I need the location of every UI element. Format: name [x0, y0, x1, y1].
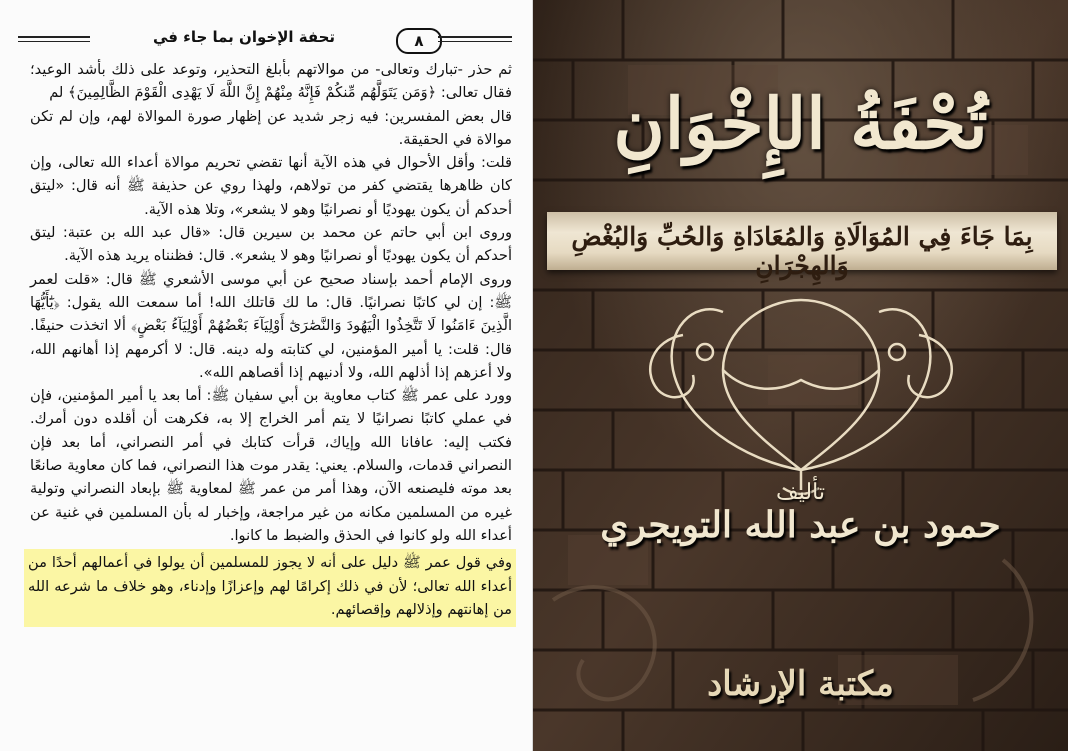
running-title: تحفة الإخوان بما جاء في	[152, 28, 336, 46]
header-rule-left	[18, 36, 90, 42]
page-body	[30, 58, 512, 627]
paragraph-6: وورد على عمر ﷺ كتاب معاوية بن أبي سفيان ﷺ: أما بعد يا أمير المؤمنين، فإن في عملي كاتبًا نصرانيًا لا يتم أمر الخراج إلا به، فكرهت أن أقلده دون أمرك. فكتب إليه: عافانا الله وإياك، قرأت كتابك في أمر النصراني، أما بعد فإن النصراني قدمات، والسلام. يعني: يقدر موت هذا النصراني، فما كان معاوية صانعًا بعد موته فليصنعه الآن، وهذا أمر من عمر ﷺ لمعاوية ﷺ بإبعاد النصراني وتولية غيره من المسلمين مكانه من غير مراجعة، وإخبار له بأن المسلمين في غنية عن أعداء الله ولو كانوا في الحذق والضبط ما كانوا.	[30, 387, 512, 544]
cover-title: تُحْفَةُ الإِخْوَانِ	[613, 82, 988, 165]
header-rule-right	[438, 36, 512, 42]
paragraph-1: ثم حذر -تبارك وتعالى- من موالاتهم بأبلغ التحذير، وتوعد على ذلك بأشد الوعيد؛ فقال تعالى: ﴿وَمَن يَتَوَلَّهُم مِّنكُمْ فَإِنَّهُ مِنْهُمْ إِنَّ اللَّهَ لَا يَهْدِى الْقَوْمَ الظَّالِمِينَ﴾ لم	[30, 61, 512, 102]
paragraph-4: وروى ابن أبي حاتم عن محمد بن سيرين قال: «قال عبد الله بن عتبة: ليتق أحدكم أن يكون يهوديًا أو نصرانيًا وهو لا يشعر». قال: فظنناه يريد هذه الآية.	[30, 224, 512, 265]
highlighted-paragraph: وفي قول عمر ﷺ دليل على أنه لا يجوز للمسلمين أن يولوا في أعمالهم أحدًا من أعداء الله تعالى؛ لأن في ذلك إكرامًا لهم وإعزازًا وإدناء، وهو خلاف ما شرعه الله من إهانتهم وإذلالهم وإقصائهم.	[24, 549, 516, 627]
paragraph-5: وروى الإمام أحمد بإسناد صحيح عن أبي موسى الأشعري ﷺ قال: «قلت لعمر ﷺ: إن لي كاتبًا نصرانيًا. قال: ما لك قاتلك الله! أما سمعت الله يقول: ﴿يَٰٓأَيُّهَا الَّذِينَ ءَامَنُوا لَا تَتَّخِذُوا الْيَهُودَ وَالنَّصَٰرَىٰٓ أَوْلِيَآءَ بَعْضُهُمْ أَوْلِيَآءُ بَعْضٍ﴾ ألا اتخذت حنيفًا. قال: قلت: يا أمير المؤمنين، لي كتابته وله دينه. قال: لا أكرمهم إذا أهانهم الله، ولا أعزهم إذا أذلهم الله، ولا أدنيهم إذا أقصاهم الله».	[30, 270, 512, 381]
book-cover	[533, 0, 1068, 751]
cover-author: حمود بن عبد الله التويجري	[600, 504, 1001, 546]
book-page	[0, 0, 532, 751]
publisher-logo: مكتبة الإرشاد	[707, 664, 894, 704]
cover-subtitle: بِمَا جَاءَ فِي المُوَالَاةِ وَالمُعَادَاةِ وَالحُبِّ وَالبُغْضِ وَالهِجْرَانِ	[571, 222, 1033, 280]
author-label: تأليف	[776, 480, 825, 505]
paragraph-2: قال بعض المفسرين: فيه زجر شديد عن إظهار صورة الموالاة لهم، وإن لم تكن موالاة في الحقيقة.	[30, 107, 512, 148]
page-number: ٨	[396, 28, 442, 54]
paragraph-3: قلت: وأقل الأحوال في هذه الآية أنها تقضي تحريم موالاة أعداء الله تعالى، وإن كان ظاهرها يقتضي كفر من تولاهم، ولهذا روي عن حذيفة ﷺ أنه قال: «ليتق أحدكم أن يكون يهوديًا أو نصرانيًا وهو لا يشعر»، وتلا هذه الآية.	[30, 154, 512, 218]
